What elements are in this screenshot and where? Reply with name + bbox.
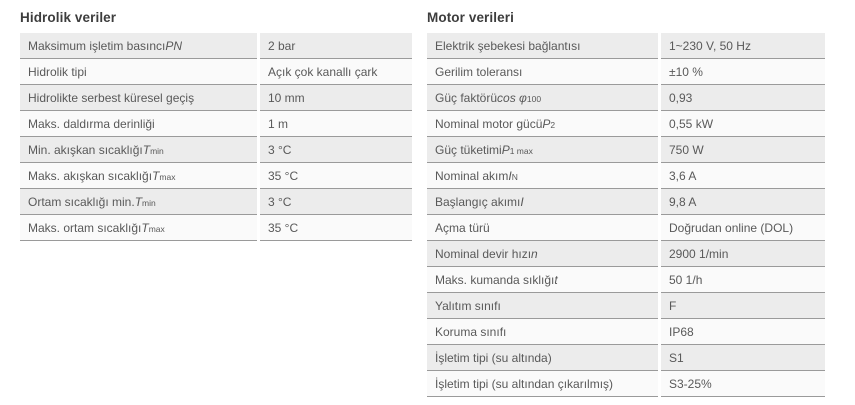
spec-value: 35 °C [260, 215, 412, 241]
formula-symbol: T [134, 194, 143, 209]
table-row [20, 111, 412, 137]
spec-label: Nominal motor gücü P $_2$ [427, 111, 658, 137]
formula-symbol: cos φ [497, 90, 527, 105]
spec-label: Maks. ortam sıcaklığı T $_{max}$ [20, 215, 257, 241]
table-row [20, 215, 412, 241]
hydraulic-table-title: Hidrolik veriler [20, 10, 117, 25]
spec-label: Ortam sıcaklığı min. T $_{min}$ [20, 189, 257, 215]
motor-data-table [427, 10, 825, 397]
table-row [427, 163, 825, 189]
spec-label: Maksimum işletim basıncı PN [20, 33, 257, 59]
table-row [20, 33, 412, 59]
spec-label: Elektrik şebekesi bağlantısı [427, 33, 658, 59]
formula-subscript: max [159, 172, 176, 183]
spec-label: Güç tüketimi P $_{1 max}$ [427, 137, 658, 163]
spec-value: 10 mm [260, 85, 412, 111]
motor-table-title: Motor verileri [427, 10, 514, 25]
spec-label: Maks. akışkan sıcaklığı T $_{max}$ [20, 163, 257, 189]
spec-label: Nominal akım I $_N$ [427, 163, 658, 189]
table-row [427, 345, 825, 371]
spec-label: Güç faktörü cos φ $_{100}$ [427, 85, 658, 111]
spec-value: 50 1/h [661, 267, 825, 293]
table-row [427, 215, 825, 241]
table-row [20, 163, 412, 189]
table-row [427, 111, 825, 137]
formula-subscript: 1 max [509, 146, 533, 157]
spec-label: Hidrolikte serbest küresel geçiş [20, 85, 257, 111]
table-row [427, 267, 825, 293]
formula-subscript: min [150, 146, 164, 157]
table-row [427, 137, 825, 163]
spec-label: Hidrolik tipi [20, 59, 257, 85]
table-row [427, 59, 825, 85]
table-row [427, 241, 825, 267]
table-row [427, 33, 825, 59]
spec-value: 3 °C [260, 189, 412, 215]
spec-value: 0,93 [661, 85, 825, 111]
spec-label: Koruma sınıfı [427, 319, 658, 345]
spec-label: Maks. daldırma derinliği [20, 111, 257, 137]
table-row [20, 85, 412, 111]
spec-value: 3 °C [260, 137, 412, 163]
spec-value: S3-25% [661, 371, 825, 397]
spec-value: Açık çok kanallı çark [260, 59, 412, 85]
spec-value: F [661, 293, 825, 319]
table-row [20, 59, 412, 85]
spec-value: 1~230 V, 50 Hz [661, 33, 825, 59]
formula-subscript: N [511, 172, 518, 183]
formula-subscript: 100 [526, 94, 542, 105]
formula-symbol: P [501, 142, 510, 157]
spec-value: S1 [661, 345, 825, 371]
spec-label: Nominal devir hızı n [427, 241, 658, 267]
formula-symbol: P [542, 116, 551, 131]
table-row [427, 293, 825, 319]
formula-symbol: t [554, 272, 558, 287]
formula-symbol: I [520, 194, 524, 209]
formula-symbol: T [141, 220, 149, 235]
spec-label: Başlangıç akımı I [427, 189, 658, 215]
spec-value: 3,6 A [661, 163, 825, 189]
table-row [427, 85, 825, 111]
spec-label: Açma türü [427, 215, 658, 241]
spec-value: IP68 [661, 319, 825, 345]
table-rows [20, 33, 412, 241]
spec-value: ±10 % [661, 59, 825, 85]
spec-label: Maks. kumanda sıklığı t [427, 267, 658, 293]
formula-subscript: min [142, 198, 156, 209]
spec-label: Min. akışkan sıcaklığı T $_{min}$ [20, 137, 257, 163]
formula-subscript: max [148, 224, 165, 235]
hydraulic-data-table [20, 10, 412, 241]
spec-label: Gerilim toleransı [427, 59, 658, 85]
formula-subscript: 2 [550, 120, 556, 131]
formula-symbol: T [152, 168, 160, 183]
spec-value: 2 bar [260, 33, 412, 59]
formula-symbol: I [508, 168, 512, 183]
spec-value: 0,55 kW [661, 111, 825, 137]
spec-label: İşletim tipi (su altından çıkarılmış) [427, 371, 658, 397]
formula-symbol: T [142, 142, 151, 157]
spec-label: Yalıtım sınıfı [427, 293, 658, 319]
table-row [427, 189, 825, 215]
table-row [427, 371, 825, 397]
spec-value: 1 m [260, 111, 412, 137]
table-rows [427, 33, 825, 397]
formula-symbol: n [531, 246, 538, 261]
spec-label: İşletim tipi (su altında) [427, 345, 658, 371]
table-row [20, 137, 412, 163]
spec-value: 750 W [661, 137, 825, 163]
spec-value: 35 °C [260, 163, 412, 189]
formula-symbol: PN [165, 38, 183, 53]
table-row [427, 319, 825, 345]
spec-value: 9,8 A [661, 189, 825, 215]
spec-value: Doğrudan online (DOL) [661, 215, 825, 241]
spec-value: 2900 1/min [661, 241, 825, 267]
table-row [20, 189, 412, 215]
